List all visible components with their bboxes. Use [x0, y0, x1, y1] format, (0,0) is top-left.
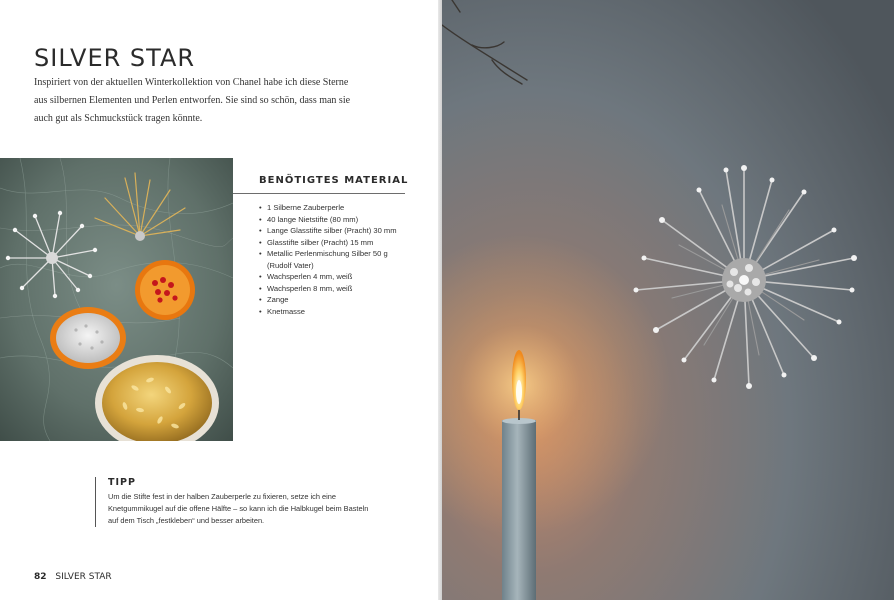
list-item: • Knetmasse — [259, 306, 405, 318]
intro-paragraph: Inspiriert von der aktuellen Winterkollektion von Chanel habe ich diese Sterne aus silbernen Elementen und Perlen entworfen. Sie sind so schön, dass man sie auch gut als Schmuckstück tragen könnte. — [34, 77, 351, 124]
running-title: SILVER STAR — [55, 572, 112, 582]
material-heading: BENÖTIGTES MATERIAL — [233, 175, 405, 194]
right-page-photo — [442, 0, 894, 600]
materials-photo-illustration — [0, 158, 233, 441]
tip-text: Um die Stifte fest in der halben Zauberperle zu fixieren, setze ich eine Knetgummikugel auf die offene Hälfte – so kann ich die Halbkugel beim Basteln auf dem Tisch „festkleben“ und besser arbeiten. — [108, 492, 369, 525]
left-page — [0, 0, 440, 600]
tip-box — [95, 477, 378, 527]
list-item: • 1 Silberne Zauberperle — [259, 202, 405, 214]
list-item: • Lange Glasstifte silber (Pracht) 30 mm — [259, 225, 405, 237]
list-item-continuation: (Rudolf Vater) — [267, 260, 314, 270]
page-footer — [34, 572, 112, 582]
page-number: 82 — [34, 572, 47, 582]
tip-heading: TIPP — [108, 477, 136, 488]
list-item: • 40 lange Nietstifte (80 mm) — [259, 214, 405, 226]
material-section — [233, 175, 409, 317]
material-list — [233, 202, 405, 317]
list-item: • Metallic Perlenmischung Silber 50 g — [259, 248, 405, 260]
materials-photo — [0, 158, 233, 441]
list-item: • Zange — [259, 294, 405, 306]
candle-star-photo — [442, 0, 894, 600]
list-item: • Glasstifte silber (Pracht) 15 mm — [259, 237, 405, 249]
list-item: • Wachsperlen 8 mm, weiß — [259, 283, 405, 295]
list-item: • Wachsperlen 4 mm, weiß — [259, 271, 405, 283]
page-title: SILVER STAR — [34, 44, 196, 73]
